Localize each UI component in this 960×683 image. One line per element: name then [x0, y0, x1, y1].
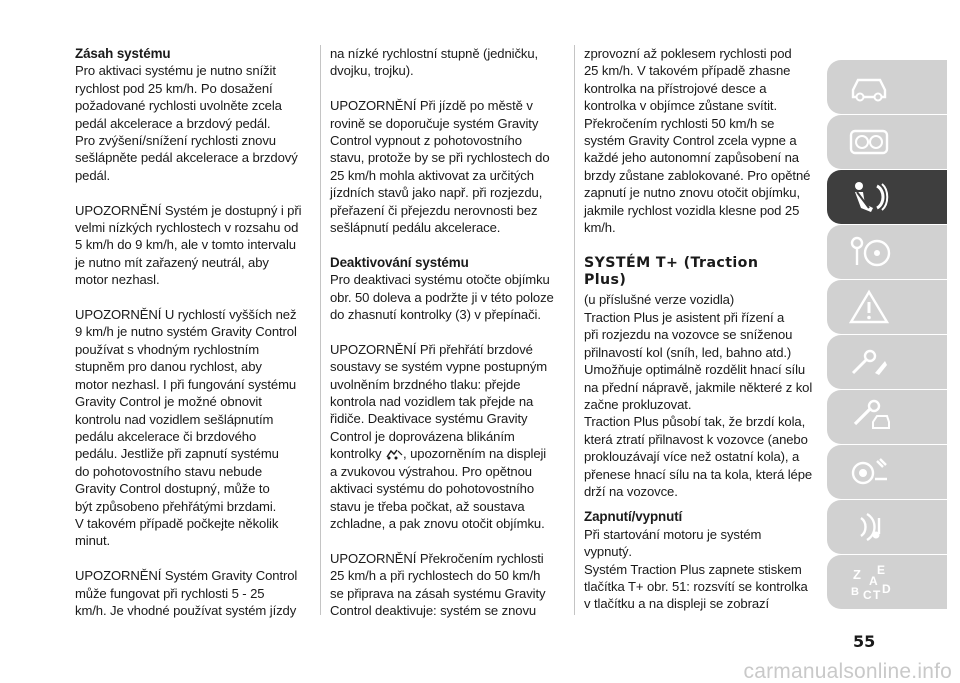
text-before-icon: UPOZORNĚNÍ Při přehřátí brzdové soustavy se systém vypne postupným uvolněním brzdného tlaku: přejde kontrola nad vozidlem tak přejde na řidiče. Deaktivace systému Gravity Control je doprovázena blikáním kontrolky [330, 341, 548, 462]
index-letter: Z [853, 567, 861, 582]
column-divider [320, 45, 321, 615]
column-divider [574, 45, 575, 615]
dashboard-icon [847, 123, 891, 161]
car-icon [847, 68, 891, 106]
key-ignition-icon [847, 233, 891, 271]
chapter-tab-multimedia[interactable] [827, 500, 947, 554]
paragraph: (u příslušné verze vozidla) Traction Plus je asistent při řízení a při rozjezdu na vozovce se sníženou přilnavostí kol (sníh, led, bahno atd.) Umožňuje optimálně rozdělit hnací sílu na přední nápravě, jakmile některé z kol začne prokluzovat. Traction Plus působí tak, že brzdí kola, která ztratí přilnavost k vozovce (anebo proklouzávají více než ostatní kola), a přenese hnací sílu na ta kola, která lépe drží na vozovce. [584, 292, 813, 499]
tools-breakdown-icon [847, 343, 891, 381]
paragraph: na nízké rychlostní stupně (jedničku, dvojku, trojku). [330, 46, 539, 79]
technical-data-icon [847, 453, 891, 491]
warning-paragraph: UPOZORNĚNÍ Systém je dostupný i při velmi nízkých rychlostech v rozsahu od 5 km/h do 9 km/h, ale v tomto intervalu je nutno mít zařazený neutrál, aby motor nezhasl. [75, 202, 302, 288]
chapter-tab-car[interactable] [827, 60, 947, 114]
index-letter: B [851, 586, 859, 598]
index-letter: D [882, 582, 891, 596]
gravity-control-warning-icon [385, 447, 403, 459]
chapter-tab-warnings[interactable] [827, 280, 947, 334]
chapter-tab-technical-data[interactable] [827, 445, 947, 499]
index-letter: A [869, 574, 878, 588]
chapter-tab-safety[interactable] [827, 170, 947, 224]
index-letter: E [877, 563, 886, 577]
warning-paragraph: UPOZORNĚNÍ Při jízdě po městě v rovině se doporučuje systém Gravity Control vypnout z pohotovostního stavu, protože by se při rychlostech do 25 km/h mohla aktivovat za určitých jízdních stavů jako např. při rozjezdu, přeřazení či přejezdu nerovnosti bez sešlápnutí pedálu akcelerace. [330, 98, 550, 236]
paragraph: Při startování motoru je systém vypnutý. Systém Traction Plus zapnete stiskem tlačítka T+ obr. 51: rozsvítí se kontrolka v tlačítku a na displeji se zobrazí [584, 526, 808, 612]
airbag-seatbelt-icon [847, 178, 891, 216]
wrench-car-icon [847, 398, 891, 436]
warning-paragraph: UPOZORNĚNÍ Překročením rychlosti 25 km/h a při rychlostech do 50 km/h se připrava na zásah systému Gravity Control deaktivuje: systém se znovu [330, 550, 546, 618]
index-letter: T [873, 588, 881, 601]
chapter-tab-emergency[interactable] [827, 335, 947, 389]
page-number: 55 [853, 632, 876, 651]
paragraph: Pro deaktivaci systému otočte objímku obr. 50 doleva a podržte ji v této poloze do zhasnutí kontrolky (3) v přepínači. [330, 272, 554, 323]
section-heading-deactivation: Deaktivování systému [330, 254, 469, 270]
paragraph: zprovozní až poklesem rychlosti pod 25 km/h. V takovém případě zhasne kontrolka na přístrojové desce a kontrolka v objímce zůstane svítit. Překročením rychlosti 50 km/h se systém Gravity Control zcela vypne a každé jeho autonomní zapůsobení na brzdy zůstane zablokované. Pro opětné zapnutí je nutno znovu otočit objímku, jakmile rychlost vozidla klesne pod 25 km/h. [584, 46, 811, 236]
text-after-icon: , upozorněním na displeji a zvukovou výstrahou. Pro opětnou aktivaci systému do pohotovostního stavu je třeba počkat, až soustava zchladne, a pak znovu otočit objímku. [330, 446, 547, 531]
text-column-3 [584, 45, 824, 613]
section-heading-on-off: Zapnutí/vypnutí [584, 509, 683, 525]
text-column-2 [330, 45, 570, 619]
warning-triangle-icon [847, 288, 891, 326]
chapter-tab-index[interactable] [827, 555, 947, 609]
index-letters-icon [841, 563, 901, 601]
index-letter: C [863, 588, 872, 601]
chapter-tab-starting-driving[interactable] [827, 225, 947, 279]
warning-paragraph: UPOZORNĚNÍ U rychlostí vyšších než 9 km/h je nutno systém Gravity Control používat s vhodným rychlostním stupněm pro danou rychlost, aby motor nezhasl. I při fungování systému Gravity Control je možné obnovit kontrolu nad vozidlem sešlápnutím pedálu akcelerace či brzdového pedálu. Jestliže při zapnutí systému do pohotovostního stavu nebude Gravity Control dostupný, může to být způsobeno přehřátými brzdami. V takovém případě počkejte několik minut. [75, 307, 297, 549]
warning-paragraph [330, 341, 570, 532]
chapter-tab-maintenance[interactable] [827, 390, 947, 444]
section-heading-system-intervention: Zásah systému [75, 46, 171, 61]
section-title-traction-plus: SYSTÉM T+ (Traction Plus) [584, 255, 759, 289]
multimedia-icon [847, 508, 891, 546]
text-column-1 [75, 45, 315, 619]
paragraph: Pro aktivaci systému je nutno snížit rychlost pod 25 km/h. Po dosažení požadované rychlosti uvolněte zcela pedál akcelerace a brzdový pedál. Pro zvýšení/snížení rychlosti znovu sešlápněte pedál akcelerace a brzdový pedál. [75, 63, 298, 183]
watermark: carmanualsonline.info [600, 661, 960, 683]
warning-paragraph: UPOZORNĚNÍ Systém Gravity Control může fungovat při rychlosti 5 - 25 km/h. Je vhodné používat systém jízdy [75, 568, 298, 618]
chapter-tab-dashboard[interactable] [827, 115, 947, 169]
